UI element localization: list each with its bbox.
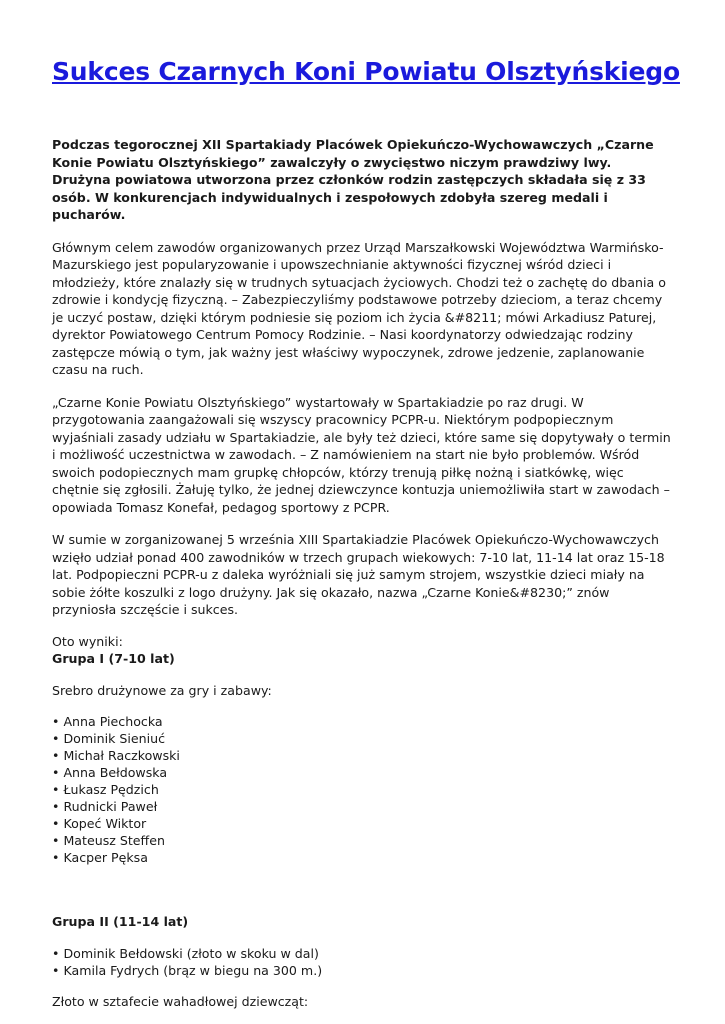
paragraph-1: Głównym celem zawodów organizowanych przez Urząd Marszałkowski Województwa Warmińsko-Mazurskiego jest popularyzowanie i upowszechnianie aktywności fizycznej wśród dzieci i młodzieży, które znalazły się w trudnych sytuacjach życiowych. Chodzi też o zachętę do dbania o zdrowie i kondycję fizyczną. – Zabezpieczyliśmy podstawowe potrzeby dzieciom, a teraz chcemy je uczyć postaw, dzięki którym podniesie się poziom ich życia &#8211; mówi Arkadiusz Paturej, dyrektor Powiatowego Centrum Pomocy Rodzinie. – Nasi koordynatorzy odwiedzając rodziny zastępcze mówią o tym, jak ważny jest właściwy wypoczynek, zdrowe jedzenie, zaplanowanie czasu na ruch.	[52, 239, 666, 377]
list-item-text: Kopeć Wiktor	[63, 816, 147, 831]
list-item-text: Kamila Fydrych (brąz w biegu na 300 m.)	[63, 962, 323, 978]
list-item	[52, 849, 672, 866]
list-item	[52, 945, 672, 962]
group-1-list	[52, 713, 672, 866]
list-item-text: Anna Piechocka	[63, 714, 163, 729]
bullet-icon: •	[52, 816, 60, 831]
bullet-icon: •	[52, 799, 60, 814]
bullet-icon: •	[52, 731, 60, 746]
results-intro: Oto wyniki:	[52, 633, 123, 649]
bullet-icon: •	[52, 962, 60, 978]
list-item	[52, 713, 672, 730]
list-item-text: Mateusz Steffen	[63, 833, 165, 848]
bullet-icon: •	[52, 945, 60, 961]
bullet-icon: •	[52, 748, 60, 763]
list-item	[52, 962, 672, 979]
group-1-label: Srebro drużynowe za gry i zabawy:	[52, 682, 272, 698]
list-item-text: Rudnicki Paweł	[63, 799, 158, 814]
list-item	[52, 781, 672, 798]
list-item-text: Kacper Pęksa	[63, 850, 148, 865]
group-2-label: Złoto w sztafecie wahadłowej dziewcząt:	[52, 993, 309, 1009]
list-item-text: Dominik Bełdowski (złoto w skoku w dal)	[63, 945, 319, 961]
results-section	[52, 633, 672, 668]
bullet-icon: •	[52, 765, 60, 780]
article-title[interactable]: Sukces Czarnych Koni Powiatu Olsztyńskiego	[52, 57, 680, 86]
list-item	[52, 747, 672, 764]
bullet-icon: •	[52, 714, 60, 729]
list-item-text: Michał Raczkowski	[63, 748, 180, 763]
group-2-list	[52, 945, 672, 979]
article-lead: Podczas tegorocznej XII Spartakiady Placówek Opiekuńczo-Wychowawczych „Czarne Konie Powiatu Olsztyńskiego” zawalczyły o zwycięstwo niczym prawdziwy lwy. Drużyna powiatowa utworzona przez członków rodzin zastępczych składała się z 33 osób. W konkurencjach indywidualnych i zespołowych zdobyła szereg medali i pucharów.	[52, 137, 654, 222]
bullet-icon: •	[52, 850, 60, 865]
group-2-heading: Grupa II (11-14 lat)	[52, 914, 189, 929]
list-item-text: Anna Bełdowska	[63, 765, 168, 780]
list-item	[52, 730, 672, 747]
group-1-heading: Grupa I (7-10 lat)	[52, 651, 175, 666]
list-item	[52, 815, 672, 832]
list-item	[52, 798, 672, 815]
bullet-icon: •	[52, 833, 60, 848]
bullet-icon: •	[52, 782, 60, 797]
list-item	[52, 764, 672, 781]
paragraph-2: „Czarne Konie Powiatu Olsztyńskiego” wystartowały w Spartakiadzie po raz drugi. W przygotowania zaangażowali się wszyscy pracownicy PCPR-u. Niektórym podpopiecznym wyjaśniali zasady udziału w Spartakiadzie, ale były też dzieci, które same się dopytywały o termin i możliwość uczestnictwa w zawodach. – Z namówieniem na start nie było problemów. Wśród swoich podopiecznych mam grupkę chłopców, którzy trenują piłkę nożną i siatkówkę, więc chętnie się zgłosili. Żałuję tylko, że jednej dziewczynce kontuzja uniemożliwiła start w zawodach – opowiada Tomasz Konefał, pedagog sportowy z PCPR.	[52, 394, 671, 515]
paragraph-3: W sumie w zorganizowanej 5 września XIII Spartakiadzie Placówek Opiekuńczo-Wychowawczych wzięło udział ponad 400 zawodników w trzech grupach wiekowych: 7-10 lat, 11-14 lat oraz 15-18 lat. Podpopieczni PCPR-u z daleka wyróżniali się już samym strojem, wszystkie dzieci miały na sobie żółte koszulki z logo drużyny. Jak się okazało, nazwa „Czarne Konie&#8230;” znów przyniosła szczęście i sukces.	[52, 532, 665, 617]
list-item-text: Łukasz Pędzich	[63, 782, 159, 797]
document-page	[52, 0, 680, 1010]
list-item-text: Dominik Sieniuć	[63, 731, 166, 746]
list-item	[52, 832, 672, 849]
